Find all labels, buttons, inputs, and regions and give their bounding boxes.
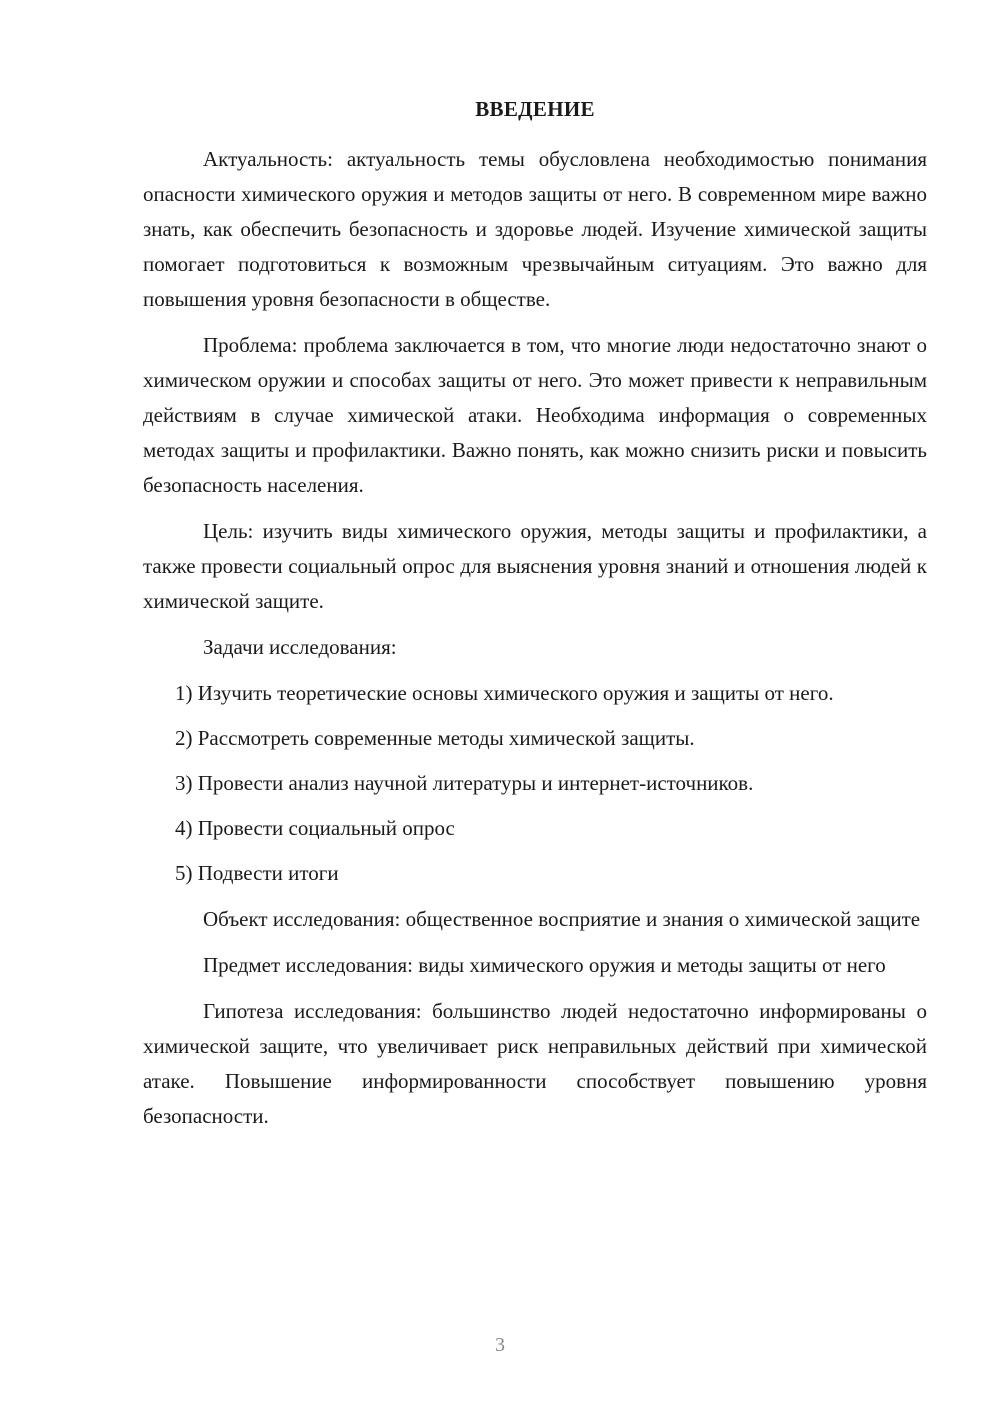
paragraph-hypothesis: Гипотеза исследования: большинство людей недостаточно информированы о химической защите, что увеличивает риск неправильных действий при химической атаке. Повышение информированности способствует повышению уровня безопасности.	[143, 999, 927, 1128]
task-item-3: 3) Провести анализ научной литературы и интернет-источников.	[175, 771, 754, 795]
task-item-4: 4) Провести социальный опрос	[175, 816, 455, 840]
paragraph-relevance: Актуальность: актуальность темы обусловлена необходимостью понимания опасности химического оружия и методов защиты от него. В современном мире важно знать, как обеспечить безопасность и здоровье людей. Изучение химической защиты помогает подготовиться к возможным чрезвычайным ситуациям. Это важно для повышения уровня безопасности в обществе.	[143, 147, 927, 311]
task-item-5: 5) Подвести итоги	[175, 861, 339, 885]
page-title: ВВЕДЕНИЕ	[475, 97, 595, 121]
paragraph-goal: Цель: изучить виды химического оружия, методы защиты и профилактики, а также провести социальный опрос для выяснения уровня знаний и отношения людей к химической защите.	[143, 519, 927, 613]
page-number: 3	[495, 1334, 505, 1356]
paragraph-subject: Предмет исследования: виды химического оружия и методы защиты от него	[203, 953, 886, 977]
document-page	[143, 96, 927, 1134]
tasks-heading: Задачи исследования:	[203, 635, 397, 659]
paragraph-problem: Проблема: проблема заключается в том, что многие люди недостаточно знают о химическом оружии и способах защиты от него. Это может привести к неправильным действиям в случае химической атаки. Необходима информация о современных методах защиты и профилактики. Важно понять, как можно снизить риски и повысить безопасность населения.	[143, 333, 927, 497]
tasks-list	[143, 676, 927, 891]
task-item-1: 1) Изучить теоретические основы химического оружия и защиты от него.	[175, 681, 834, 705]
task-item-2: 2) Рассмотреть современные методы химической защиты.	[175, 726, 695, 750]
paragraph-object: Объект исследования: общественное восприятие и знания о химической защите	[203, 907, 921, 931]
